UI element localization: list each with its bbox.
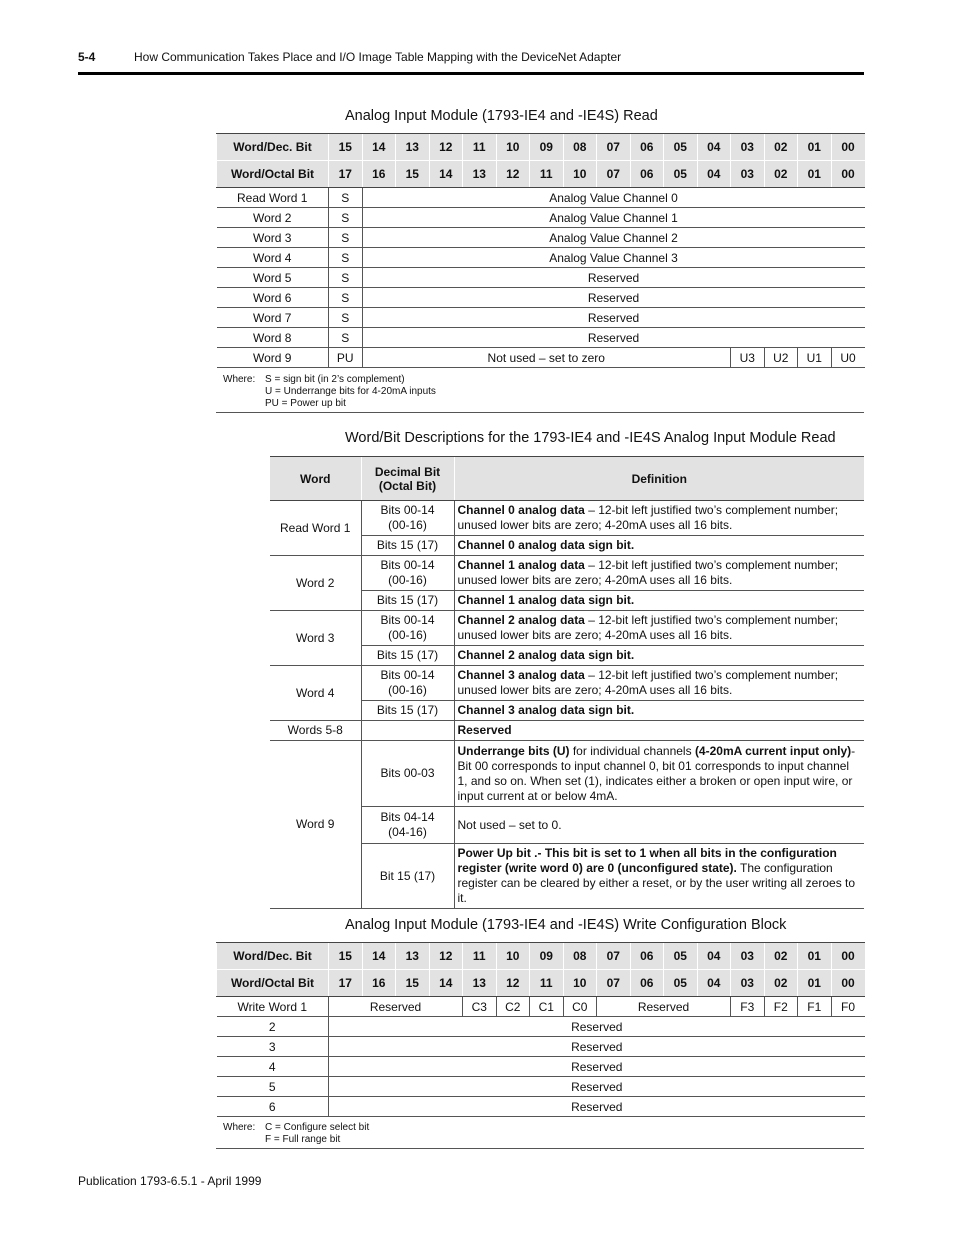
definition-text: – 12-bit left justified two’s complement number; unused lower bits are zero; 4-20mA uses all 16 bits. bbox=[457, 668, 839, 697]
bit-number-header: 03 bbox=[731, 161, 765, 188]
bit-number-header: 06 bbox=[630, 970, 664, 997]
col-bits-label-1: Decimal Bit bbox=[374, 464, 441, 479]
bit-number-header: 13 bbox=[463, 970, 497, 997]
bits-cell bbox=[361, 807, 454, 844]
table-row bbox=[270, 611, 864, 646]
full-range-cell: F0 bbox=[831, 997, 865, 1017]
definition-text: – 12-bit left justified two’s complement number; unused lower bits are zero; 4-20mA uses all 16 bits. bbox=[457, 503, 839, 532]
word-cell: Word 2 bbox=[270, 556, 361, 611]
bit-number-header: 12 bbox=[496, 161, 530, 188]
full-range-cell: F3 bbox=[731, 997, 765, 1017]
octal-bit-label: Word/Octal Bit bbox=[217, 161, 329, 188]
sign-cell: S bbox=[329, 228, 363, 248]
bit-number-header: 09 bbox=[530, 943, 564, 970]
table-row-word1 bbox=[217, 997, 865, 1017]
sign-cell: S bbox=[329, 208, 363, 228]
bit-number-header: 04 bbox=[697, 943, 731, 970]
definition-cell bbox=[454, 501, 864, 536]
content-cell: Reserved bbox=[362, 288, 865, 308]
table-row bbox=[217, 308, 865, 328]
bits-cell: Bits 15 (17) bbox=[361, 536, 454, 556]
desc-table bbox=[270, 456, 864, 909]
word-cell: Word 2 bbox=[217, 208, 329, 228]
legend-rule bbox=[216, 1148, 864, 1149]
page-header bbox=[78, 50, 621, 64]
config-select-cell: C1 bbox=[530, 997, 564, 1017]
bits-text: Bits 00-14 bbox=[380, 558, 435, 572]
definition-cell bbox=[454, 646, 864, 666]
table-row bbox=[270, 666, 864, 701]
definition-cell bbox=[454, 536, 864, 556]
write-table-caption: Analog Input Module (1793-IE4 and -IE4S) Write Configuration Block bbox=[345, 917, 787, 933]
bit-number-header: 01 bbox=[798, 970, 832, 997]
definition-text: for individual channels bbox=[569, 743, 695, 758]
bit-number-header: 11 bbox=[463, 134, 497, 161]
desc-table-caption: Word/Bit Descriptions for the 1793-IE4 and -IE4S Analog Input Module Read bbox=[345, 430, 836, 446]
bit-number-header: 02 bbox=[764, 161, 798, 188]
bit-number-header: 04 bbox=[697, 134, 731, 161]
bit-number-header: 10 bbox=[563, 161, 597, 188]
definition-bold: Channel 2 analog data sign bit. bbox=[457, 648, 635, 662]
legend-line: U = Underrange bits for 4-20mA inputs bbox=[265, 386, 436, 397]
underrange-cell: U2 bbox=[764, 348, 798, 368]
word-cell: 2 bbox=[217, 1017, 329, 1037]
table-row bbox=[217, 1097, 865, 1117]
col-bits-label-2: (Octal Bit) bbox=[378, 478, 437, 493]
bit-number-header: 16 bbox=[362, 161, 396, 188]
bit-number-header: 06 bbox=[630, 134, 664, 161]
word-cell: Word 3 bbox=[217, 228, 329, 248]
word-cell: Word 7 bbox=[217, 308, 329, 328]
bit-number-header: 03 bbox=[731, 970, 765, 997]
legend-line: S = sign bit (in 2’s complement) bbox=[265, 374, 405, 385]
bit-number-header: 08 bbox=[563, 134, 597, 161]
col-bits-header bbox=[361, 457, 454, 501]
underrange-cell: U0 bbox=[831, 348, 865, 368]
bit-number-header: 01 bbox=[798, 161, 832, 188]
word-cell: 4 bbox=[217, 1057, 329, 1077]
bit-number-header: 07 bbox=[597, 134, 631, 161]
dec-bit-header-row bbox=[217, 134, 865, 161]
bit-number-header: 10 bbox=[496, 943, 530, 970]
page-number: 5-4 bbox=[78, 50, 96, 64]
bit-number-header: 16 bbox=[362, 970, 396, 997]
content-cell: Reserved bbox=[329, 1057, 865, 1077]
bit-number-header: 14 bbox=[429, 970, 463, 997]
reserved-cell: Reserved bbox=[597, 997, 731, 1017]
bit-number-header: 13 bbox=[396, 134, 430, 161]
definition-cell bbox=[454, 611, 864, 646]
table-row bbox=[217, 228, 865, 248]
bit-number-header: 09 bbox=[530, 134, 564, 161]
octal-bit-header-row bbox=[217, 970, 865, 997]
bit-number-header: 04 bbox=[697, 161, 731, 188]
bit-number-header: 14 bbox=[362, 943, 396, 970]
legend-line: PU = Power up bit bbox=[265, 398, 346, 409]
bits-text: Bits 00-14 bbox=[380, 668, 435, 682]
bits-cell bbox=[361, 501, 454, 536]
bit-number-header: 14 bbox=[362, 134, 396, 161]
definition-cell bbox=[454, 701, 864, 721]
content-cell: Analog Value Channel 1 bbox=[362, 208, 865, 228]
content-cell: Reserved bbox=[362, 308, 865, 328]
word-cell: Word 6 bbox=[217, 288, 329, 308]
word-cell: 3 bbox=[217, 1037, 329, 1057]
table-row bbox=[217, 268, 865, 288]
where-label: Where: bbox=[223, 1122, 256, 1133]
table-row bbox=[217, 1057, 865, 1077]
sign-cell: S bbox=[329, 308, 363, 328]
bits-cell: Bit 15 (17) bbox=[361, 844, 454, 909]
bits-text: Bits 04-14 bbox=[380, 810, 435, 824]
definition-bold: Power Up bit .- This bit is set to 1 when all bits in the configuration register (write word 0) are 0 (unconfigured state). bbox=[457, 846, 837, 875]
bit-number-header: 02 bbox=[764, 134, 798, 161]
word-cell: Read Word 1 bbox=[270, 501, 361, 556]
bit-number-header: 14 bbox=[429, 161, 463, 188]
bit-number-header: 05 bbox=[664, 970, 698, 997]
powerup-cell: PU bbox=[329, 348, 363, 368]
table-row bbox=[217, 1037, 865, 1057]
bit-number-header: 02 bbox=[764, 970, 798, 997]
definition-cell bbox=[454, 807, 864, 844]
content-cell: Analog Value Channel 0 bbox=[362, 188, 865, 208]
definition-text: The configuration register can be cleared by either a reset, or by the user writing all zeroes to it. bbox=[457, 861, 856, 905]
definition-text: – 12-bit left justified two’s complement number; unused lower bits are zero; 4-20mA uses all 16 bits. bbox=[457, 558, 839, 587]
definition-cell bbox=[454, 721, 864, 741]
bit-number-header: 15 bbox=[329, 134, 363, 161]
word-cell: Word 4 bbox=[270, 666, 361, 721]
bit-number-header: 11 bbox=[463, 943, 497, 970]
bit-number-header: 06 bbox=[630, 161, 664, 188]
reserved-cell: Reserved bbox=[329, 997, 463, 1017]
definition-bold: (4-20mA current input only) bbox=[694, 743, 852, 758]
content-cell: Reserved bbox=[329, 1097, 865, 1117]
bit-number-header: 00 bbox=[831, 161, 865, 188]
bits-cell: Bits 00-03 bbox=[361, 741, 454, 807]
bits-octal-text: (00-16) bbox=[388, 628, 427, 642]
content-cell: Reserved bbox=[362, 268, 865, 288]
content-cell: Not used – set to zero bbox=[362, 348, 731, 368]
definition-bold: Channel 2 analog data bbox=[457, 613, 585, 627]
table-row bbox=[217, 288, 865, 308]
table-row bbox=[270, 741, 864, 807]
definition-cell bbox=[454, 666, 864, 701]
content-cell: Reserved bbox=[362, 328, 865, 348]
definition-text: – 12-bit left justified two’s complement number; unused lower bits are zero; 4-20mA uses all 16 bits. bbox=[457, 613, 839, 642]
table-row bbox=[217, 188, 865, 208]
word-cell: Word 4 bbox=[217, 248, 329, 268]
definition-text: Not used – set to 0. bbox=[457, 817, 562, 832]
octal-bit-header-row bbox=[217, 161, 865, 188]
content-cell: Reserved bbox=[329, 1037, 865, 1057]
bits-octal-text: (00-16) bbox=[388, 683, 427, 697]
bits-octal-text: (00-16) bbox=[388, 573, 427, 587]
word-cell: Word 9 bbox=[217, 348, 329, 368]
definition-bold: Reserved bbox=[457, 723, 512, 737]
read-table-caption: Analog Input Module (1793-IE4 and -IE4S) Read bbox=[345, 108, 658, 124]
bit-number-header: 05 bbox=[664, 134, 698, 161]
content-cell: Analog Value Channel 2 bbox=[362, 228, 865, 248]
octal-bit-label: Word/Octal Bit bbox=[217, 970, 329, 997]
table-row bbox=[270, 501, 864, 536]
bit-number-header: 17 bbox=[329, 161, 363, 188]
bits-octal-text: (00-16) bbox=[388, 518, 427, 532]
bit-number-header: 07 bbox=[597, 161, 631, 188]
bits-cell bbox=[361, 556, 454, 591]
bit-number-header: 02 bbox=[764, 943, 798, 970]
chapter-title: How Communication Takes Place and I/O Image Table Mapping with the DeviceNet Adapter bbox=[134, 50, 622, 64]
bit-number-header: 04 bbox=[697, 970, 731, 997]
definition-bold: Channel 3 analog data sign bit. bbox=[457, 703, 635, 717]
definition-bold: Channel 0 analog data sign bit. bbox=[457, 538, 635, 552]
sign-cell: S bbox=[329, 248, 363, 268]
col-word-header: Word bbox=[270, 457, 361, 501]
where-label: Where: bbox=[223, 374, 256, 385]
bits-cell bbox=[361, 611, 454, 646]
bits-cell: Bits 15 (17) bbox=[361, 591, 454, 611]
word-cell: Word 5 bbox=[217, 268, 329, 288]
definition-bold: Channel 3 analog data bbox=[457, 668, 585, 682]
bit-number-header: 15 bbox=[396, 161, 430, 188]
word-cell: Word 8 bbox=[217, 328, 329, 348]
bit-number-header: 00 bbox=[831, 943, 865, 970]
bit-number-header: 05 bbox=[664, 943, 698, 970]
definition-text: - Bit 00 corresponds to input channel 0, bit 01 corresponds to input channel 1, and so on. When set (1), indicates either a broken or open input wire, or input current at or below 4mA. bbox=[457, 743, 856, 803]
bit-number-header: 15 bbox=[396, 970, 430, 997]
config-select-cell: C2 bbox=[496, 997, 530, 1017]
word-cell: Word 3 bbox=[270, 611, 361, 666]
word-cell: 6 bbox=[217, 1097, 329, 1117]
bit-number-header: 11 bbox=[530, 161, 564, 188]
table-row bbox=[270, 556, 864, 591]
bit-number-header: 00 bbox=[831, 134, 865, 161]
word-cell: Words 5-8 bbox=[270, 721, 361, 741]
legend-line: C = Configure select bit bbox=[265, 1122, 370, 1133]
word-cell: 5 bbox=[217, 1077, 329, 1097]
bit-number-header: 10 bbox=[563, 970, 597, 997]
full-range-cell: F2 bbox=[764, 997, 798, 1017]
config-select-cell: C0 bbox=[563, 997, 597, 1017]
bit-number-header: 00 bbox=[831, 970, 865, 997]
word-cell: Word 9 bbox=[270, 741, 361, 909]
bits-text: Bits 00-14 bbox=[380, 503, 435, 517]
table-row bbox=[217, 208, 865, 228]
bit-number-header: 05 bbox=[664, 161, 698, 188]
bit-number-header: 06 bbox=[630, 943, 664, 970]
col-def-header: Definition bbox=[454, 457, 864, 501]
table-row bbox=[217, 328, 865, 348]
definition-cell bbox=[454, 844, 864, 909]
sign-cell: S bbox=[329, 268, 363, 288]
definition-cell bbox=[454, 591, 864, 611]
table-row bbox=[217, 1017, 865, 1037]
word-cell: Read Word 1 bbox=[217, 188, 329, 208]
bit-number-header: 12 bbox=[429, 943, 463, 970]
bit-number-header: 08 bbox=[563, 943, 597, 970]
bit-number-header: 11 bbox=[530, 970, 564, 997]
bits-cell: Bits 15 (17) bbox=[361, 646, 454, 666]
bits-cell: Bits 15 (17) bbox=[361, 701, 454, 721]
definition-bold: Channel 1 analog data sign bit. bbox=[457, 593, 635, 607]
bit-number-header: 01 bbox=[798, 943, 832, 970]
word-cell: Write Word 1 bbox=[217, 997, 329, 1017]
bit-number-header: 13 bbox=[463, 161, 497, 188]
bits-cell bbox=[361, 666, 454, 701]
definition-bold: Channel 0 analog data bbox=[457, 503, 585, 517]
header-rule bbox=[78, 72, 864, 75]
read-table-body bbox=[217, 188, 865, 368]
bit-number-header: 07 bbox=[597, 970, 631, 997]
legend-rule bbox=[216, 412, 864, 413]
dec-bit-label: Word/Dec. Bit bbox=[217, 134, 329, 161]
sign-cell: S bbox=[329, 288, 363, 308]
table-row-word9 bbox=[217, 348, 865, 368]
bit-number-header: 03 bbox=[731, 943, 765, 970]
content-cell: Analog Value Channel 3 bbox=[362, 248, 865, 268]
bit-number-header: 17 bbox=[329, 970, 363, 997]
bits-text: Bits 00-14 bbox=[380, 613, 435, 627]
definition-bold: Channel 1 analog data bbox=[457, 558, 585, 572]
bit-number-header: 13 bbox=[396, 943, 430, 970]
publication-footer: Publication 1793-6.5.1 - April 1999 bbox=[78, 1174, 262, 1188]
desc-header-row bbox=[270, 457, 864, 501]
content-cell: Reserved bbox=[329, 1017, 865, 1037]
legend-line: F = Full range bit bbox=[265, 1134, 341, 1145]
underrange-cell: U3 bbox=[731, 348, 765, 368]
bit-number-header: 03 bbox=[731, 134, 765, 161]
read-legend bbox=[223, 374, 823, 414]
read-table bbox=[216, 133, 865, 368]
bit-number-header: 01 bbox=[798, 134, 832, 161]
write-table bbox=[216, 942, 865, 1117]
bit-number-header: 07 bbox=[597, 943, 631, 970]
write-legend bbox=[223, 1122, 823, 1148]
bits-cell bbox=[361, 721, 454, 741]
table-row bbox=[270, 721, 864, 741]
underrange-cell: U1 bbox=[798, 348, 832, 368]
config-select-cell: C3 bbox=[463, 997, 497, 1017]
definition-cell bbox=[454, 741, 864, 807]
bit-number-header: 15 bbox=[329, 943, 363, 970]
content-cell: Reserved bbox=[329, 1077, 865, 1097]
bit-number-header: 12 bbox=[429, 134, 463, 161]
dec-bit-label: Word/Dec. Bit bbox=[217, 943, 329, 970]
dec-bit-header-row bbox=[217, 943, 865, 970]
table-row bbox=[217, 1077, 865, 1097]
sign-cell: S bbox=[329, 328, 363, 348]
bits-octal-text: (04-16) bbox=[388, 825, 427, 839]
definition-bold: Underrange bits (U) bbox=[457, 743, 570, 758]
full-range-cell: F1 bbox=[798, 997, 832, 1017]
table-row bbox=[217, 248, 865, 268]
definition-cell bbox=[454, 556, 864, 591]
bit-number-header: 12 bbox=[496, 970, 530, 997]
sign-cell: S bbox=[329, 188, 363, 208]
bit-number-header: 10 bbox=[496, 134, 530, 161]
